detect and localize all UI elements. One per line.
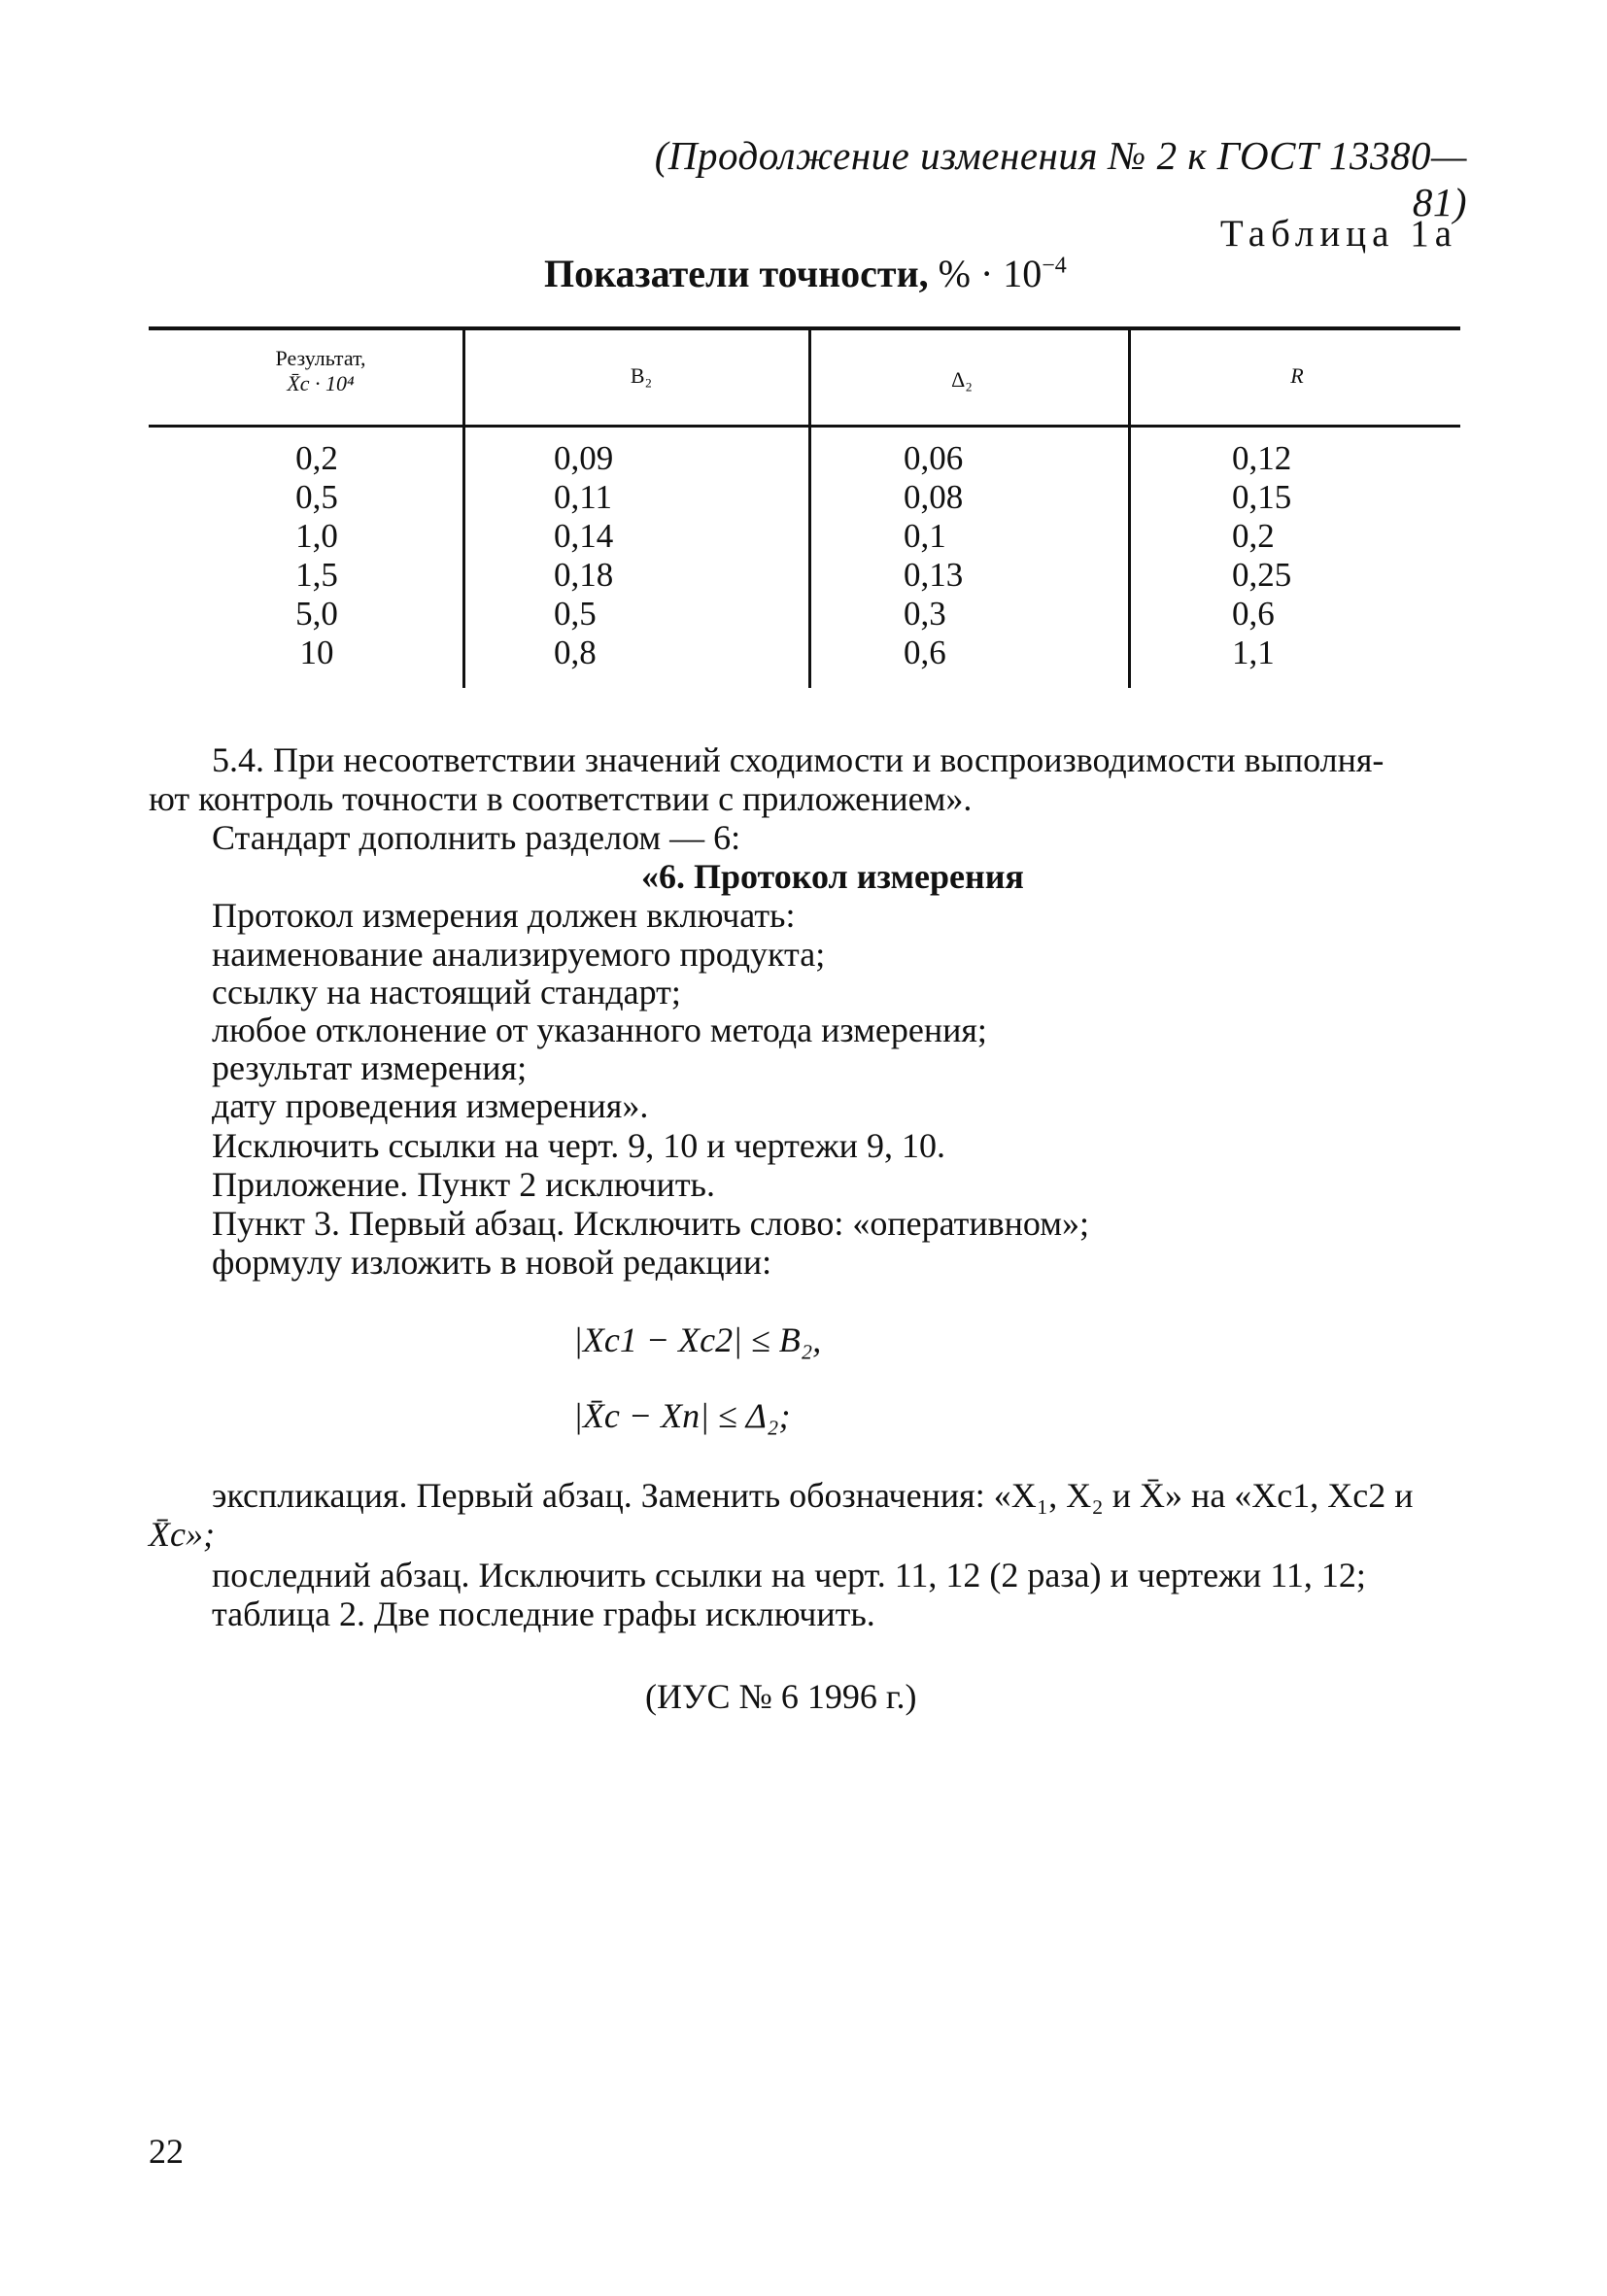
paragraph-explication-line1: экспликация. Первый абзац. Заменить обозначения: «X₁, X₂ и X̄» на «Xc1, Xc2 и xyxy=(212,1476,1414,1515)
table-cell: 0,6 xyxy=(904,634,946,671)
table-cell: 10 xyxy=(299,634,334,671)
table-header-rule xyxy=(149,425,1460,428)
section-heading: «6. Протокол измерения xyxy=(641,857,1024,896)
table-cell: 0,3 xyxy=(904,595,946,633)
paragraph-appendix: Приложение. Пункт 2 исключить. xyxy=(212,1165,715,1204)
table-cell: 0,08 xyxy=(904,478,964,516)
table-title-unit-exp: −4 xyxy=(1042,253,1067,279)
paragraph-formula-intro: формулу изложить в новой редакции: xyxy=(212,1243,772,1282)
table-cell: 0,12 xyxy=(1232,439,1292,477)
paragraph-supplement: Стандарт дополнить разделом — 6: xyxy=(212,818,741,857)
paragraph-5-4-line2: ют контроль точности в соответствии с приложением». xyxy=(149,779,973,818)
paragraph-item3: Пункт 3. Первый абзац. Исключить слово: «оперативном»; xyxy=(212,1204,1090,1243)
continuation-header: (Продолжение изменения № 2 к ГОСТ 13380—81) xyxy=(654,133,1467,224)
protocol-list-item: наименование анализируемого продукта; xyxy=(212,935,826,974)
table-top-rule xyxy=(149,326,1460,330)
table-cell: 0,2 xyxy=(295,439,338,477)
table-label: Таблица 1а xyxy=(1219,213,1457,255)
table-header-r: R xyxy=(1290,363,1304,388)
table-header-delta2: Δ₂ xyxy=(951,367,973,392)
table-cell: 5,0 xyxy=(295,595,338,633)
table-header-result xyxy=(223,346,418,396)
paragraph-last-paragraph: последний абзац. Исключить ссылки на черт. 11, 12 (2 раза) и чертежи 11, 12; xyxy=(212,1556,1366,1594)
table-cell: 0,14 xyxy=(554,517,614,555)
table-header-result-line2: X̄c · 10⁴ xyxy=(287,371,355,395)
table-cell: 0,13 xyxy=(904,556,964,594)
table-header-result-line1: Результат, xyxy=(275,346,366,370)
table-cell: 0,25 xyxy=(1232,556,1292,594)
protocol-list-item: ссылку на настоящий стандарт; xyxy=(212,973,681,1011)
table-cell: 0,2 xyxy=(1232,517,1275,555)
table-cell: 0,1 xyxy=(904,517,946,555)
table-col-divider-2 xyxy=(808,328,811,688)
table-cell: 0,15 xyxy=(1232,478,1292,516)
table-cell: 0,09 xyxy=(554,439,614,477)
table-cell: 0,5 xyxy=(554,595,597,633)
paragraph-table2: таблица 2. Две последние графы исключить. xyxy=(212,1594,875,1633)
ius-reference: (ИУС № 6 1996 г.) xyxy=(645,1677,917,1716)
table-cell: 1,5 xyxy=(295,556,338,594)
table-header-b2: B₂ xyxy=(630,363,653,388)
table-cell: 0,18 xyxy=(554,556,614,594)
table-col-divider-1 xyxy=(462,328,465,688)
table-cell: 0,11 xyxy=(554,478,612,516)
page-number: 22 xyxy=(149,2132,184,2171)
paragraph-5-4-line1: 5.4. При несоответствии значений сходимости и воспроизводимости выполня- xyxy=(212,740,1385,779)
formula-accuracy: |X̄c − Xп| ≤ Δ₂; xyxy=(573,1396,791,1435)
protocol-list-item: результат измерения; xyxy=(212,1048,528,1087)
table-cell: 1,1 xyxy=(1232,634,1275,671)
paragraph-protocol: Протокол измерения должен включать: xyxy=(212,896,796,935)
protocol-list-item: любое отклонение от указанного метода измерения; xyxy=(212,1011,987,1049)
table-cell: 0,5 xyxy=(295,478,338,516)
protocol-list-item: дату проведения измерения». xyxy=(212,1086,649,1125)
table-col-divider-3 xyxy=(1128,328,1131,688)
table-title-unit: % · 10 xyxy=(938,252,1043,295)
table-cell: 0,06 xyxy=(904,439,964,477)
formula-convergence: |Xc1 − Xc2| ≤ B₂, xyxy=(573,1320,822,1359)
paragraph-exclude-refs: Исключить ссылки на черт. 9, 10 и чертежи 9, 10. xyxy=(212,1126,945,1165)
table-cell: 0,6 xyxy=(1232,595,1275,633)
table-title xyxy=(544,251,1067,296)
table-title-text: Показатели точности, xyxy=(544,252,929,295)
paragraph-explication-line2: X̄c»; xyxy=(149,1515,215,1554)
table-cell: 0,8 xyxy=(554,634,597,671)
table-cell: 1,0 xyxy=(295,517,338,555)
